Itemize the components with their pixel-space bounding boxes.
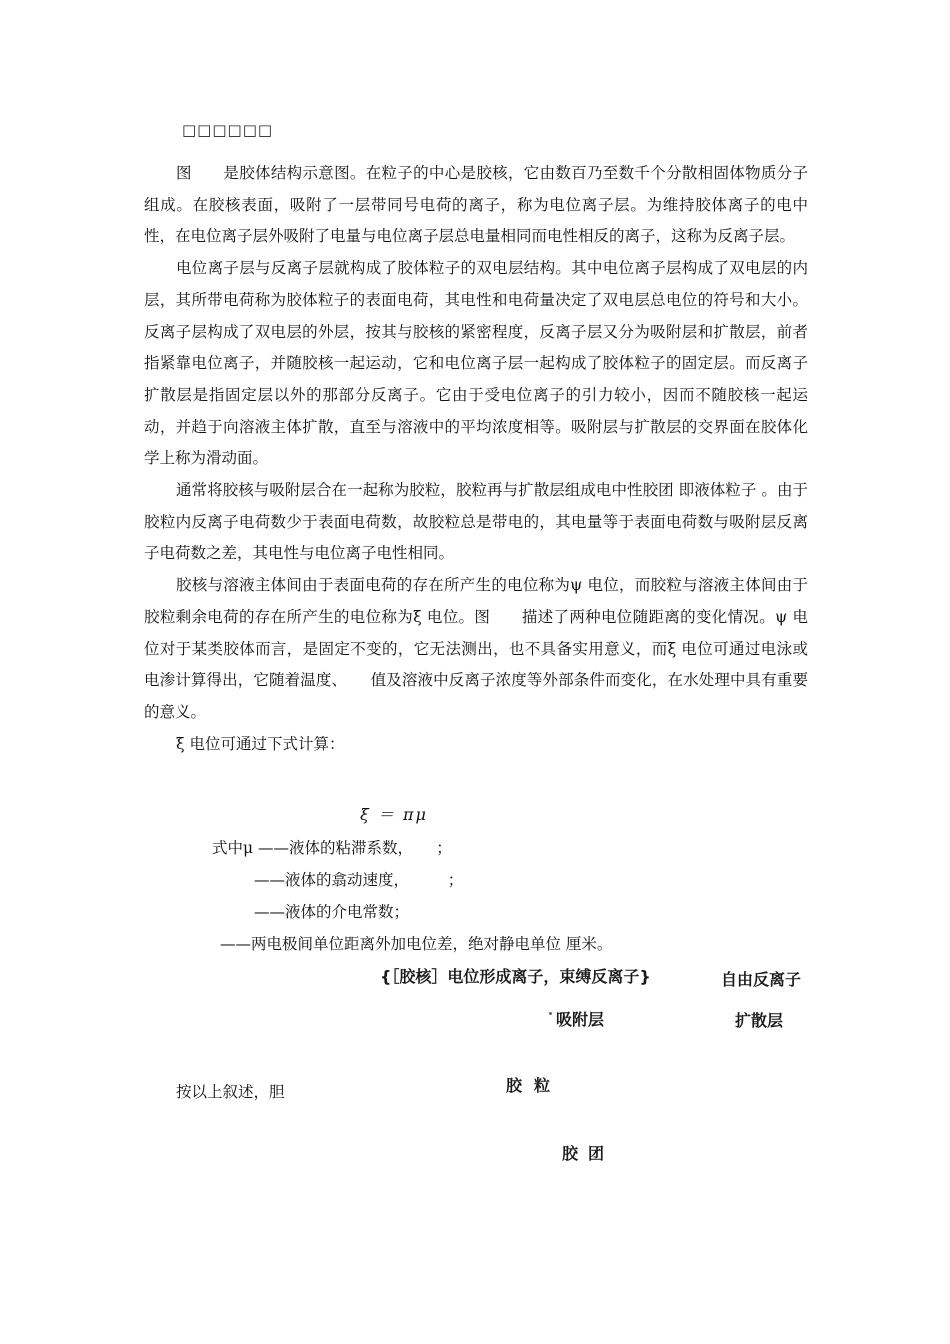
definition-potential-gradient: ——两电极间单位距离外加电位差，绝对静电单位 厘米。 <box>220 935 613 953</box>
definition-velocity: ——液体的翕动速度， ； <box>254 871 464 889</box>
diagram-micelle: 胶团 <box>562 1144 615 1163</box>
zeta-formula: ξ ＝ πμ <box>360 805 428 824</box>
trailing-text: 按以上叙述，胆 <box>176 1083 285 1101</box>
diagram-colloidal-particle: 胶粒 <box>506 1076 563 1095</box>
definition-dielectric: ——液体的介电常数； <box>254 903 410 921</box>
diagram-diffusion-layer: 扩散层 <box>735 1011 784 1030</box>
paragraph-double-layer: 电位离子层与反离子层就构成了胶体粒子的双电层结构。其中电位离子层构成了双电层的内层，其所带电荷称为胶体粒子的表面电荷，其电性和电荷量决定了双电层总电位的符号和大小。反离子层构成了双电层的外层，按其与胶核的紧密程度，反离子层又分为吸附层和扩散层，前者指紧靠电位离子，并随胶核一起运动，它和电位离子层一起构成了胶体粒子的固定层。而反离子扩散层是指固定层以外的那部分反离子。它由于受电位离子的引力较小，因而不随胶核一起运动，并趋于向溶液主体扩散，直至与溶液中的平均浓度相等。吸附层与扩散层的交界面在胶体化学上称为滑动面。 <box>144 259 808 468</box>
paragraph-potential: 胶核与溶液主体间由于表面电荷的存在所产生的电位称为ψ 电位，而胶粒与溶液主体间由于胶粒剩余电荷的存在所产生的电位称为ξ 电位。图 描述了两种电位随距离的变化情况。ψ 电位对于某类胶体而言，是固定不变的，它无法测出，也不具备实用意义，而ξ 电位可通过电泳或电渗计算得出，它随着温度、 值及溶液中反离子浓度等外部条件而变化，在水处理中具有重要的意义。 <box>144 576 808 721</box>
paragraph-micelle: 通常将胶核与吸附层合在一起称为胶粒，胶粒再与扩散层组成电中性胶团 即液体粒子 。由于胶粒内反离子电荷数少于表面电荷数，故胶粒总是带电的，其电量等于表面电荷数与吸附层反离子电荷数之差，其电性与电位离子电性相同。 <box>144 481 808 563</box>
diagram-free-ions: 自由反离子 <box>721 970 802 989</box>
definition-viscosity: 式中μ ——液体的粘滞系数， ； <box>212 839 452 857</box>
section-heading: □□□□□□ <box>182 121 274 139</box>
diagram-core-line: {［胶核］电位形成离子，束缚反离子} <box>380 967 651 986</box>
body-text <box>144 158 808 760</box>
diagram-dot-mark <box>549 1012 552 1015</box>
paragraph-colloid-structure: 图 是胶体结构示意图。在粒子的中心是胶核，它由数百乃至数千个分散相固体物质分子组成。在胶核表面，吸附了一层带同号电荷的离子，称为电位离子层。为维持胶体离子的电中性，在电位离子层外吸附了电量与电位离子层总电量相同而电性相反的离子，这称为反离子层。 <box>144 164 808 246</box>
paragraph-formula-intro: ξ 电位可通过下式计算： <box>176 734 345 753</box>
diagram-adsorption-layer: 吸附层 <box>556 1010 605 1029</box>
